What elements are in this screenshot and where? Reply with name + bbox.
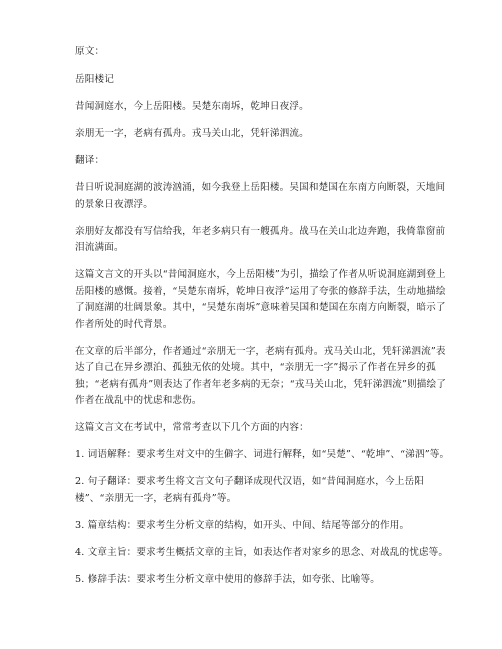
exam-point-1: 1. 词语解释：要求考生对文中的生僻字、词进行解释，如“吴楚”、“乾坤”、“涕泗”等。 bbox=[75, 449, 450, 460]
translation-label: 翻译： bbox=[75, 154, 105, 166]
poem-title: 岳阳楼记 bbox=[75, 73, 114, 85]
analysis-paragraph-2: 在文章的后半部分，作者通过“亲朋无一字，老病有孤舟。戎马关山北，凭轩涕泗流”表达了自己在异乡漂泊、孤独无依的处境。其中，“亲朋无一字”揭示了作者在异乡的孤独；“老病有孤舟”则表达了作者年老多病的无奈；“戎马关山北，凭轩涕泗流”则描绘了作者在战乱中的忧虑和悲伤。 bbox=[75, 345, 446, 406]
exam-point-4: 4. 文章主旨：要求考生概括文章的主旨，如表达作者对家乡的思念、对战乱的忧虑等。 bbox=[75, 546, 449, 558]
translation-paragraph-1: 昔日听说洞庭湖的波涛汹涌，如今我登上岳阳楼。吴国和楚国在东南方向断裂，天地间的景象日夜漂浮。 bbox=[75, 182, 446, 210]
poem-line-2: 亲朋无一字，老病有孤舟。戎马关山北，凭轩涕泗流。 bbox=[75, 127, 309, 139]
exam-intro: 这篇文言文在考试中，常常考查以下几个方面的内容： bbox=[75, 422, 309, 433]
original-label: 原文： bbox=[75, 46, 105, 57]
analysis-paragraph-1: 这篇文言文的开头以“昔闻洞庭水，今上岳阳楼”为引，描绘了作者从听说洞庭湖到登上岳阳楼的感慨。接着，“吴楚东南坼，乾坤日夜浮”运用了夸张的修辞手法，生动地描绘了洞庭湖的壮阔景象。其中，“吴楚东南坼”意味着吴国和楚国在东南方向断裂，暗示了作者所处的时代背景。 bbox=[75, 269, 446, 330]
exam-point-3: 3. 篇章结构：要求考生分析文章的结构，如开头、中间、结尾等部分的作用。 bbox=[75, 519, 410, 531]
exam-point-5: 5. 修辞手法：要求考生分析文章中使用的修辞手法，如夸张、比喻等。 bbox=[75, 573, 380, 585]
poem-line-1: 昔闻洞庭水，今上岳阳楼。吴楚东南坼，乾坤日夜浮。 bbox=[75, 100, 309, 112]
exam-point-2: 2. 句子翻译：要求考生将文言文句子翻译成现代汉语，如“昔闻洞庭水，今上岳阳楼”、“亲朋无一字，老病有孤舟”等。 bbox=[75, 476, 424, 504]
translation-paragraph-2: 亲朋好友都没有写信给我，年老多病只有一艘孤舟。战马在关山北边奔跑，我倚靠窗前泪流满面。 bbox=[75, 225, 446, 253]
